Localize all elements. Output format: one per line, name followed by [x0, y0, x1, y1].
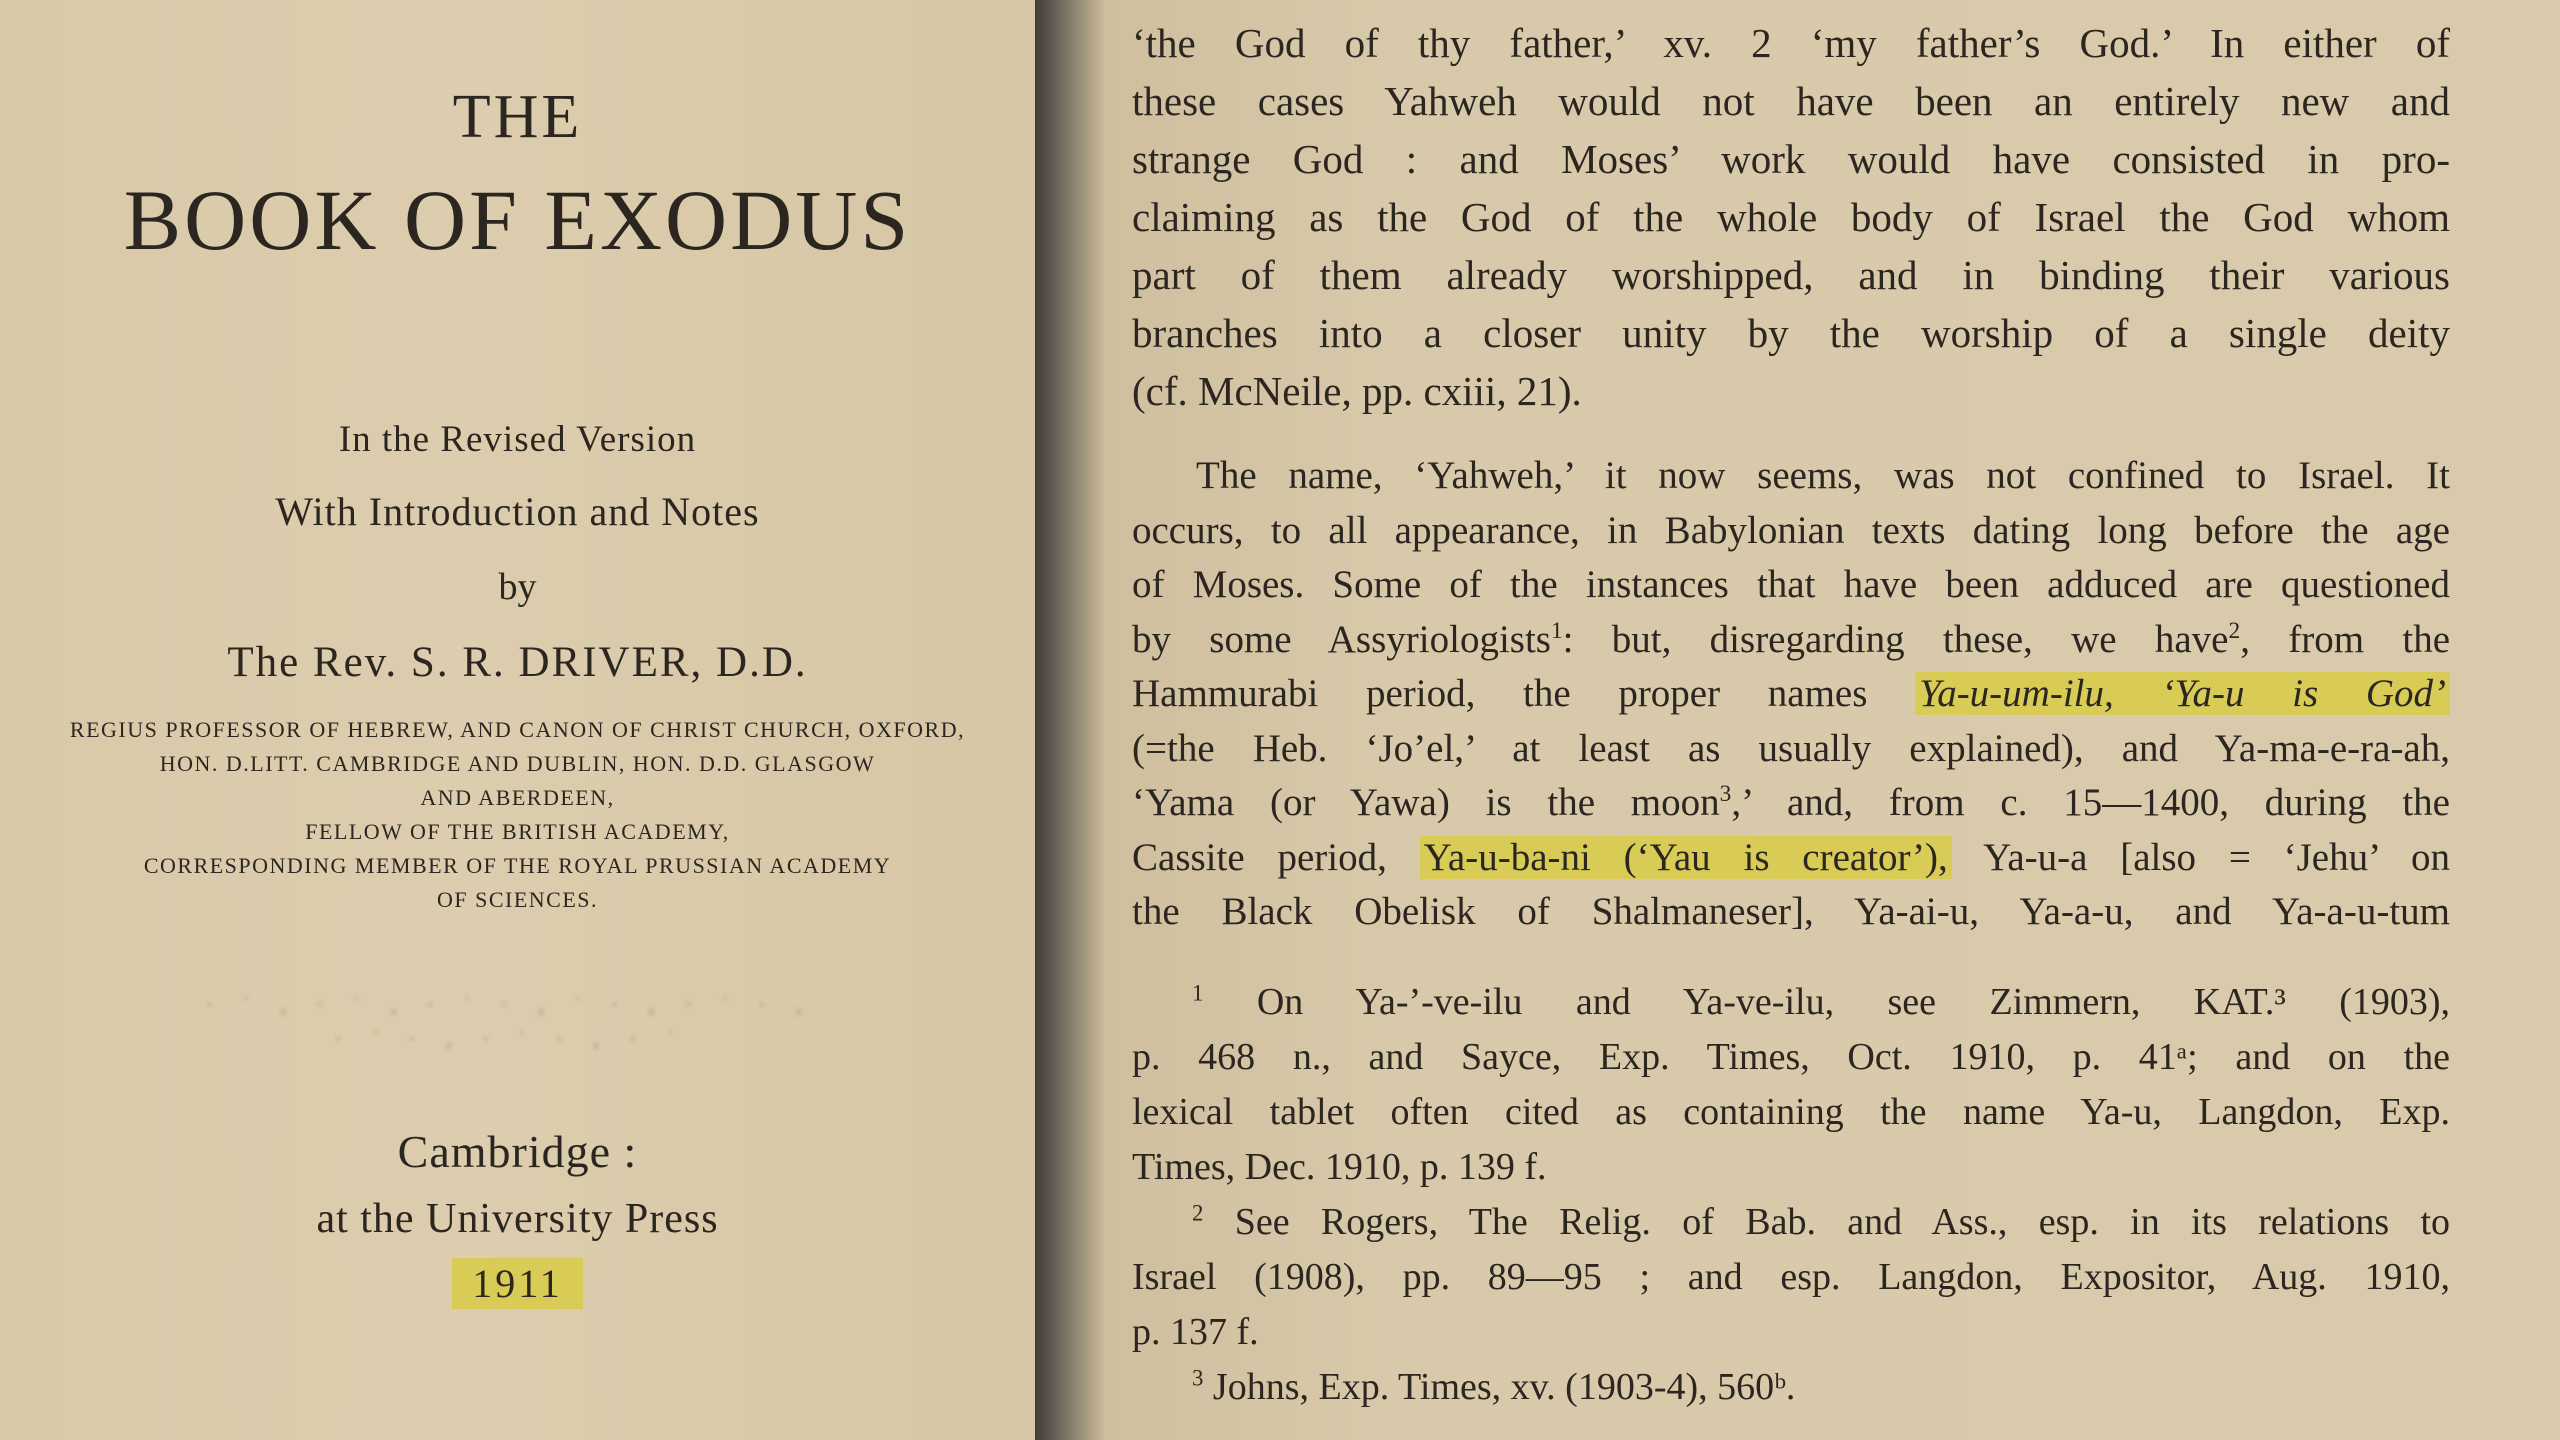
- title-the: THE: [452, 83, 583, 151]
- author-credential: HON. D.LITT. CAMBRIDGE AND DUBLIN, HON. D.D. GLASGOW: [159, 751, 876, 776]
- text-line: (cf. McNeile, pp. cxiii, 21).: [1132, 368, 1582, 414]
- footnote-line: [1132, 975, 2450, 1030]
- subtitle-intro: With Introduction and Notes: [275, 489, 760, 534]
- text-line: [1132, 667, 2450, 722]
- subtitle-version: In the Revised Version: [338, 419, 697, 460]
- text-line: of Moses. Some of the instances that have been adduced are questioned: [1132, 563, 2450, 606]
- text-segment: Hammurabi period, the proper names: [1132, 672, 1916, 715]
- footnote-number: 2: [1192, 1200, 1204, 1226]
- publication-year-wrap: [0, 1258, 1035, 1309]
- text-line: strange God : and Moses’ work would have consisted in pro-: [1132, 136, 2450, 182]
- paragraph-2: [1132, 449, 2450, 940]
- text-line: these cases Yahweh would not have been an entirely new and: [1132, 78, 2450, 124]
- text-segment: , from the: [2240, 617, 2450, 661]
- footnote-ref: 2: [2228, 617, 2241, 644]
- text-line: part of them already worshipped, and in binding their various: [1132, 252, 2450, 298]
- highlighted-text: Ya-u-um-ilu, ‘Ya-u is God’: [1915, 672, 2450, 715]
- text-segment: : but, disregarding these, we have: [1562, 617, 2229, 661]
- text-segment: ,’ and, from c. 15—1400, during the: [1731, 781, 2450, 824]
- by-line: by: [498, 566, 537, 608]
- text-segment: Cassite period,: [1132, 835, 1420, 879]
- text-segment: by some Assyriologists: [1132, 617, 1551, 661]
- footnote-text: Johns, Exp. Times, xv. (1903-4), 560ᵇ.: [1212, 1366, 1796, 1408]
- footnote-line: [1132, 1195, 2450, 1250]
- faded-imprint-marks: · ˙ ‚ · ˙ ‚ · ˙ · ‚ ˙ · ‚ · ˙ · ‚ · ˙ · ‚ · ˙ · ‚ · ˙: [205, 992, 815, 1051]
- footnote-number: 3: [1192, 1365, 1204, 1391]
- book-title: BOOK OF EXODUS: [123, 172, 912, 268]
- footnote-ref: 3: [1719, 781, 1732, 807]
- author-credential: CORRESPONDING MEMBER OF THE ROYAL PRUSSIAN ACADEMY: [143, 853, 892, 878]
- text-line: branches into a closer unity by the worship of a single deity: [1132, 310, 2450, 356]
- text-line: [1132, 613, 2450, 668]
- title-page: [0, 0, 1035, 1440]
- footnote-line: [1132, 1360, 2450, 1415]
- footnote-text: On Ya-’-ve-ilu and Ya-ve-ilu, see Zimmern, KAT.³ (1903),: [1256, 981, 2451, 1023]
- author-name: The Rev. S. R. DRIVER, D.D.: [227, 639, 808, 686]
- text-line: [1132, 776, 2450, 831]
- text-line: (=the Heb. ‘Jo’el,’ at least as usually explained), and Ya-ma-e-ra-ah,: [1132, 726, 2450, 770]
- footnote-ref: 1: [1550, 617, 1563, 644]
- text-segment: Ya-u-a [also = ‘Jehu’ on: [1951, 835, 2451, 879]
- footnote-line: Times, Dec. 1910, p. 139 f.: [1132, 1146, 1547, 1188]
- footnote-line: Israel (1908), pp. 89—95 ; and esp. Langdon, Expositor, Aug. 1910,: [1132, 1256, 2450, 1298]
- text-line: The name, ‘Yahweh,’ it now seems, was not confined to Israel. It: [1196, 454, 2450, 497]
- text-line: claiming as the God of the whole body of Israel the God whom: [1132, 194, 2450, 240]
- text-line: occurs, to all appearance, in Babylonian texts dating long before the age: [1132, 508, 2450, 552]
- footnote-line: p. 468 n., and Sayce, Exp. Times, Oct. 1910, p. 41ᵃ; and on the: [1132, 1036, 2450, 1078]
- paragraph-1: [1132, 14, 2450, 420]
- text-line: ‘the God of thy father,’ xv. 2 ‘my father’s God.’ In either of: [1132, 20, 2450, 66]
- footnote-text: See Rogers, The Relig. of Bab. and Ass., esp. in its relations to: [1234, 1201, 2450, 1243]
- author-credential: OF SCIENCES.: [436, 887, 599, 912]
- footnote-number: 1: [1192, 980, 1204, 1006]
- author-credential: REGIUS PROFESSOR OF HEBREW, AND CANON OF CHRIST CHURCH, OXFORD,: [69, 717, 966, 742]
- book-gutter-shadow: [1035, 0, 1105, 1440]
- publication-year-highlight: 1911: [452, 1258, 583, 1309]
- publisher-press: at the University Press: [316, 1196, 719, 1242]
- text-line: [1132, 831, 2450, 886]
- author-credential: AND ABERDEEN,: [420, 785, 615, 810]
- highlighted-text: Ya-u-ba-ni (‘Yau is creator’),: [1420, 836, 1952, 879]
- footnote-line: lexical tablet often cited as containing the name Ya-u, Langdon, Exp.: [1132, 1091, 2450, 1133]
- publisher-city: Cambridge :: [397, 1126, 638, 1177]
- footnotes: [1132, 975, 2450, 1415]
- footnote-line: p. 137 f.: [1132, 1311, 1259, 1353]
- text-segment: ‘Yama (or Yawa) is the moon: [1132, 781, 1720, 824]
- text-line: the Black Obelisk of Shalmaneser], Ya-ai-u, Ya-a-u, and Ya-a-u-tum: [1132, 890, 2450, 933]
- author-credential: FELLOW OF THE BRITISH ACADEMY,: [305, 819, 730, 844]
